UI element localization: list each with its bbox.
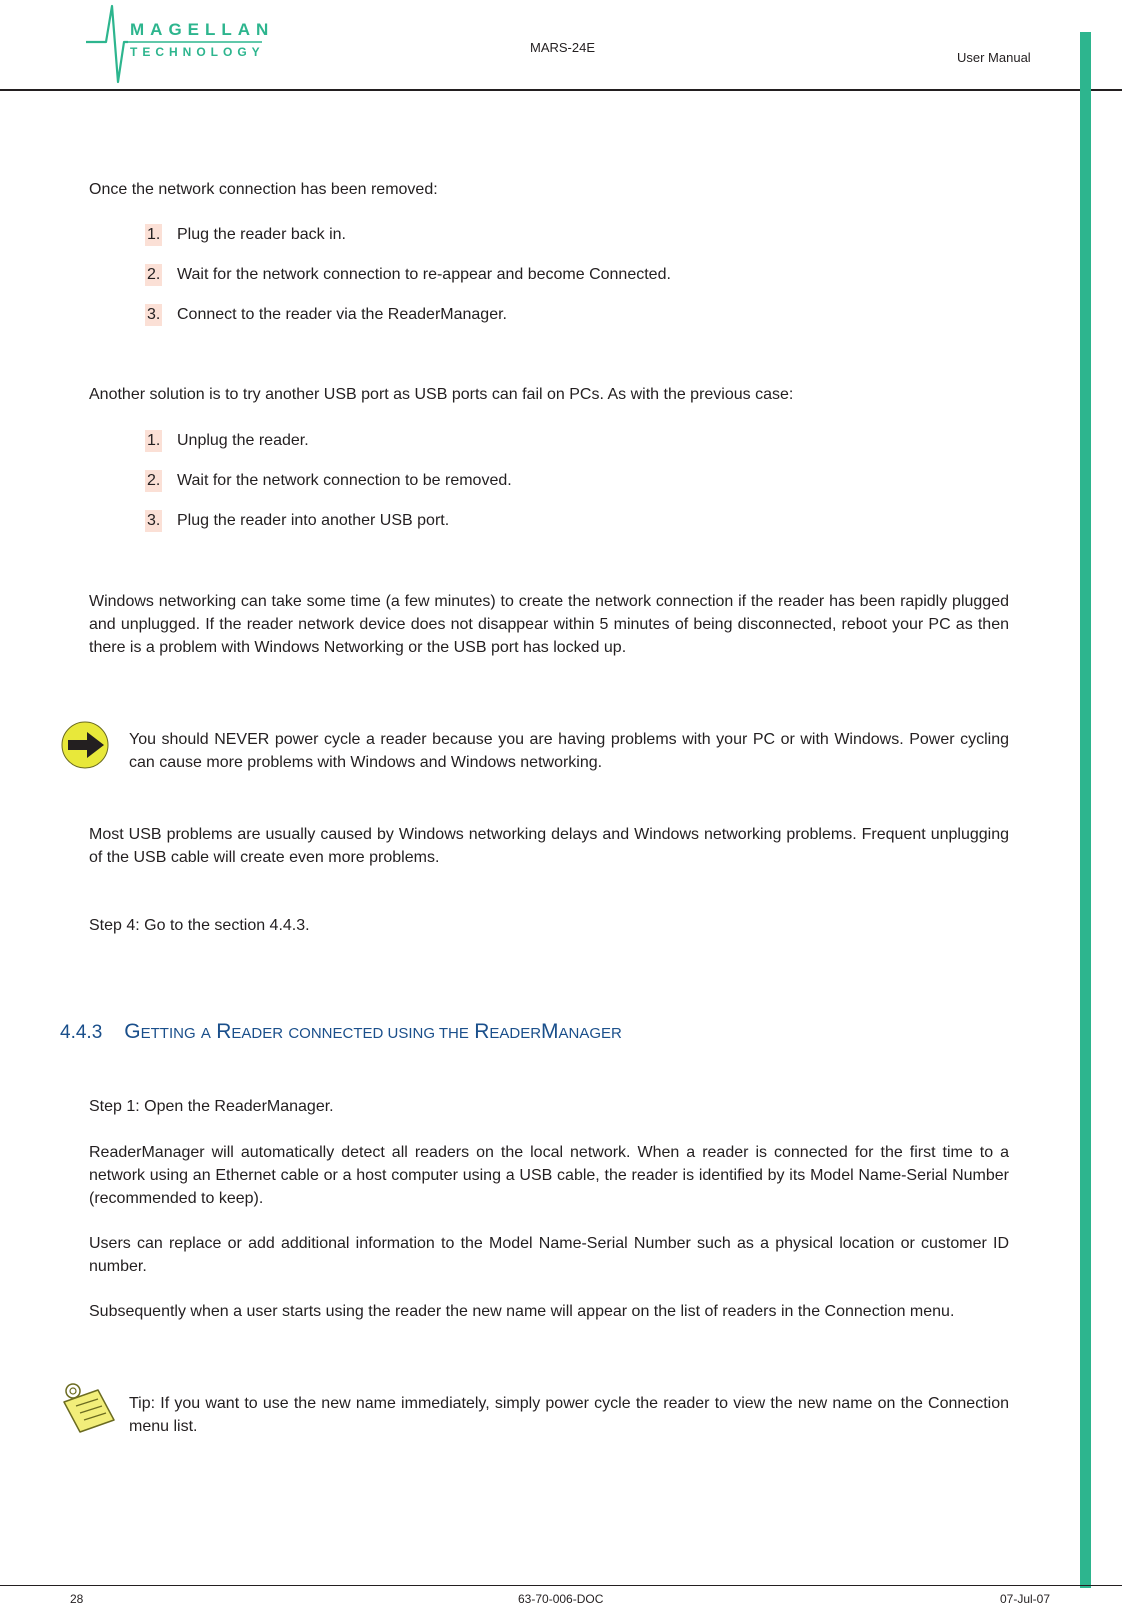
section2-intro: Another solution is to try another USB port as USB ports can fail on PCs. As with the previous case: bbox=[89, 386, 794, 403]
list-item: Plug the reader back in. bbox=[177, 226, 346, 243]
list-item: Wait for the network connection to be removed. bbox=[177, 472, 512, 489]
list-number: 3. bbox=[145, 304, 162, 326]
arrow-icon bbox=[60, 720, 110, 770]
doc-type: User Manual bbox=[957, 50, 1031, 65]
logo-bottom-word: TECHNOLOGY bbox=[130, 45, 265, 59]
list-item: Connect to the reader via the ReaderManager. bbox=[177, 306, 507, 323]
heading-letter: R bbox=[216, 1020, 232, 1043]
footer-rule bbox=[0, 1585, 1122, 1586]
list-number: 2. bbox=[145, 470, 162, 492]
subsequently-paragraph: Subsequently when a user starts using the reader the new name will appear on the list of readers in the Connection menu. bbox=[89, 1303, 955, 1320]
heading-word: ETTING bbox=[140, 1025, 196, 1042]
logo-pulse-icon bbox=[84, 0, 264, 86]
header-rule bbox=[0, 89, 1122, 91]
heading-word: A bbox=[200, 1025, 211, 1042]
heading-letter: M bbox=[541, 1020, 559, 1043]
step4-text: Step 4: Go to the section 4.4.3. bbox=[89, 917, 310, 934]
step1-text: Step 1: Open the ReaderManager. bbox=[89, 1098, 334, 1115]
side-accent-bar bbox=[1080, 32, 1091, 1588]
list-number: 1. bbox=[145, 224, 162, 246]
heading-number: 4.4.3 bbox=[60, 1022, 103, 1043]
users-paragraph: Users can replace or add additional information to the Model Name-Serial Number such as a physical location or customer ID number. bbox=[89, 1235, 1009, 1275]
section-heading bbox=[60, 1020, 622, 1044]
tip-note: Tip: If you want to use the new name immediately, simply power cycle the reader to view the new name on the Connection menu list. bbox=[129, 1395, 1009, 1435]
heading-letter: R bbox=[474, 1020, 490, 1043]
doc-code: MARS-24E bbox=[530, 40, 596, 55]
magellan-logo bbox=[84, 0, 275, 86]
list-item: Plug the reader into another USB port. bbox=[177, 512, 450, 529]
doc-number: 63-70-006-DOC bbox=[518, 1592, 604, 1606]
list-item: Unplug the reader. bbox=[177, 432, 309, 449]
list-item: Wait for the network connection to re-appear and become Connected. bbox=[177, 266, 671, 283]
heading-word: EADER bbox=[231, 1025, 284, 1042]
doc-date: 07-Jul-07 bbox=[1000, 1592, 1051, 1606]
list-number: 1. bbox=[145, 430, 162, 452]
list-number: 3. bbox=[145, 510, 162, 532]
heading-word: CONNECTED USING THE bbox=[288, 1025, 469, 1042]
logo-top-word: MAGELLAN bbox=[130, 20, 275, 39]
tip-note-icon bbox=[58, 1380, 120, 1436]
heading-letter: G bbox=[124, 1020, 141, 1043]
usb-problems-paragraph: Most USB problems are usually caused by Windows networking delays and Windows networking problems. Frequent unplugging of the USB cable will create even more problems. bbox=[89, 826, 1009, 866]
list-number: 2. bbox=[145, 264, 162, 286]
heading-word: ANAGER bbox=[558, 1025, 622, 1042]
readermanager-paragraph: ReaderManager will automatically detect all readers on the local network. When a reader is connected for the first time to a network using an Ethernet cable or a host computer using a USB cable, the reader is identified by its Model Name-Serial Number (recommended to keep). bbox=[89, 1144, 1009, 1207]
windows-networking-paragraph: Windows networking can take some time (a few minutes) to create the network connection if the reader has been rapidly plugged and unplugged. If the reader network device does not disappear within 5 minutes of being disconnected, reboot your PC as then there is a problem with Windows Networking or the USB port has locked up. bbox=[89, 593, 1009, 656]
page-number: 28 bbox=[70, 1592, 84, 1606]
warning-note: You should NEVER power cycle a reader because you are having problems with your PC or with Windows. Power cycling can cause more problems with Windows and Windows networking. bbox=[129, 731, 1009, 771]
section1-intro: Once the network connection has been removed: bbox=[89, 181, 438, 198]
heading-word: EADER bbox=[489, 1025, 542, 1042]
